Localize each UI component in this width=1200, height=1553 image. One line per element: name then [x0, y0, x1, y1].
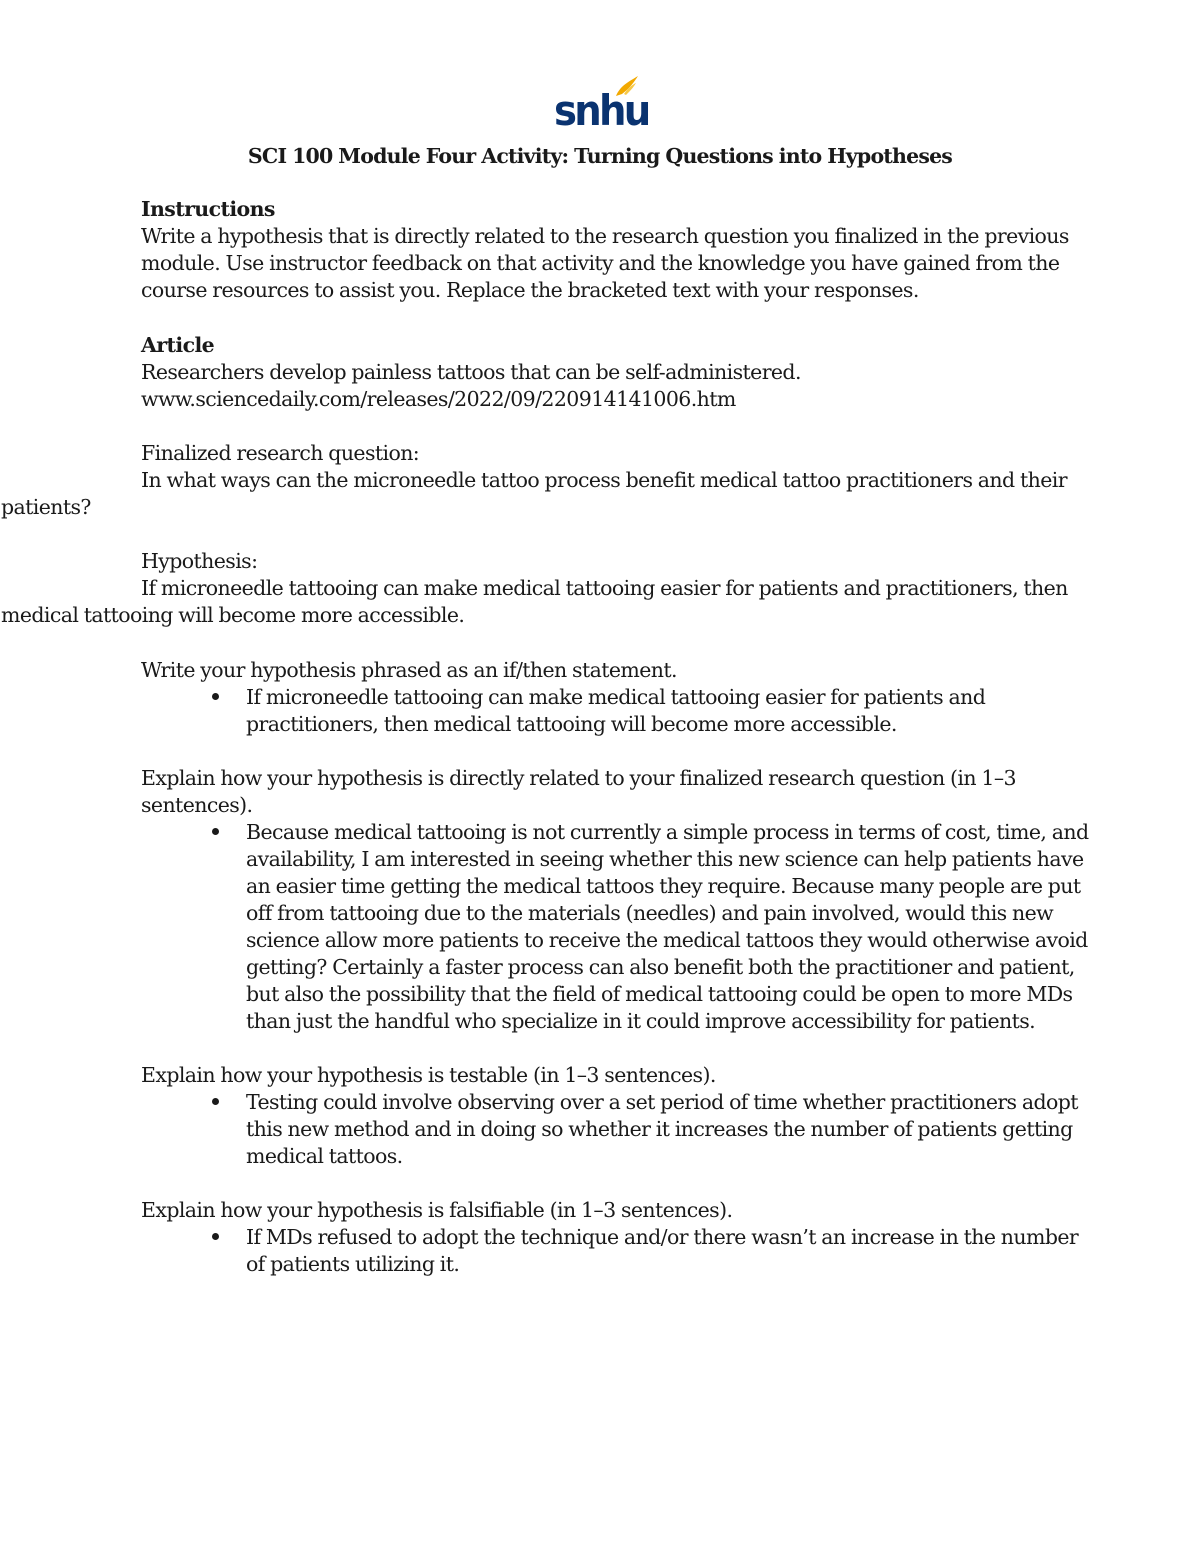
instructions-line: course resources to assist you. Replace the bracketed text with your responses.: [141, 278, 919, 302]
answer-line: medical tattoos.: [246, 1144, 403, 1168]
instructions-heading: Instructions: [141, 197, 275, 221]
question-prompt: Explain how your hypothesis is falsifiable (in 1–3 sentences).: [141, 1198, 733, 1222]
snhu-logo: [554, 72, 649, 135]
logo-wordmark: snhu: [554, 86, 649, 135]
answer-line: Testing could involve observing over a set period of time whether practitioners adopt: [246, 1090, 1078, 1114]
answer-line: getting? Certainly a faster process can also benefit both the practitioner and patient,: [246, 955, 1075, 979]
answer-line: practitioners, then medical tattooing will become more accessible.: [246, 712, 897, 736]
article-url: www.sciencedaily.com/releases/2022/09/220914141006.htm: [141, 387, 736, 411]
answer-line: Because medical tattooing is not currently a simple process in terms of cost, time, and: [246, 820, 1089, 844]
research-question-line: patients?: [1, 495, 91, 519]
hypothesis-line: medical tattooing will become more accessible.: [1, 603, 465, 627]
hypothesis-label: Hypothesis:: [141, 549, 258, 573]
page-title: SCI 100 Module Four Activity: Turning Questions into Hypotheses: [247, 144, 953, 168]
question-prompt: Write your hypothesis phrased as an if/then statement.: [141, 658, 677, 682]
hypothesis-line: If microneedle tattooing can make medical tattooing easier for patients and practitioners, then: [141, 576, 1068, 600]
answer-line: If MDs refused to adopt the technique and/or there wasn’t an increase in the number: [246, 1225, 1079, 1249]
answer-line: an easier time getting the medical tattoos they require. Because many people are put: [246, 874, 1081, 898]
answer-line: off from tattooing due to the materials (needles) and pain involved, would this new: [246, 901, 1054, 925]
answer-line: availability, I am interested in seeing whether this new science can help patients have: [246, 847, 1084, 871]
research-question-label: Finalized research question:: [141, 441, 420, 465]
answer-line: science allow more patients to receive the medical tattoos they would otherwise avoid: [246, 928, 1088, 952]
research-question-line: In what ways can the microneedle tattoo process benefit medical tattoo practitioners and their: [141, 468, 1067, 492]
instructions-line: Write a hypothesis that is directly related to the research question you finalized in the previous: [141, 224, 1069, 248]
question-prompt: sentences).: [141, 793, 253, 817]
bullet-icon: [212, 1098, 219, 1105]
question-prompt: Explain how your hypothesis is directly related to your finalized research question (in 1–3: [141, 766, 1016, 790]
answer-line: of patients utilizing it.: [246, 1252, 460, 1276]
bullet-icon: [212, 693, 219, 700]
instructions-line: module. Use instructor feedback on that activity and the knowledge you have gained from the: [141, 251, 1060, 275]
answer-line: but also the possibility that the field of medical tattooing could be open to more MDs: [246, 982, 1073, 1006]
bullet-icon: [212, 1233, 219, 1240]
article-title: Researchers develop painless tattoos that can be self-administered.: [141, 360, 801, 384]
article-heading: Article: [141, 333, 215, 357]
answer-line: If microneedle tattooing can make medical tattooing easier for patients and: [246, 685, 986, 709]
answer-line: this new method and in doing so whether it increases the number of patients getting: [246, 1117, 1073, 1141]
question-prompt: Explain how your hypothesis is testable (in 1–3 sentences).: [141, 1063, 716, 1087]
answer-line: than just the handful who specialize in it could improve accessibility for patients.: [246, 1009, 1036, 1033]
bullet-icon: [212, 828, 219, 835]
